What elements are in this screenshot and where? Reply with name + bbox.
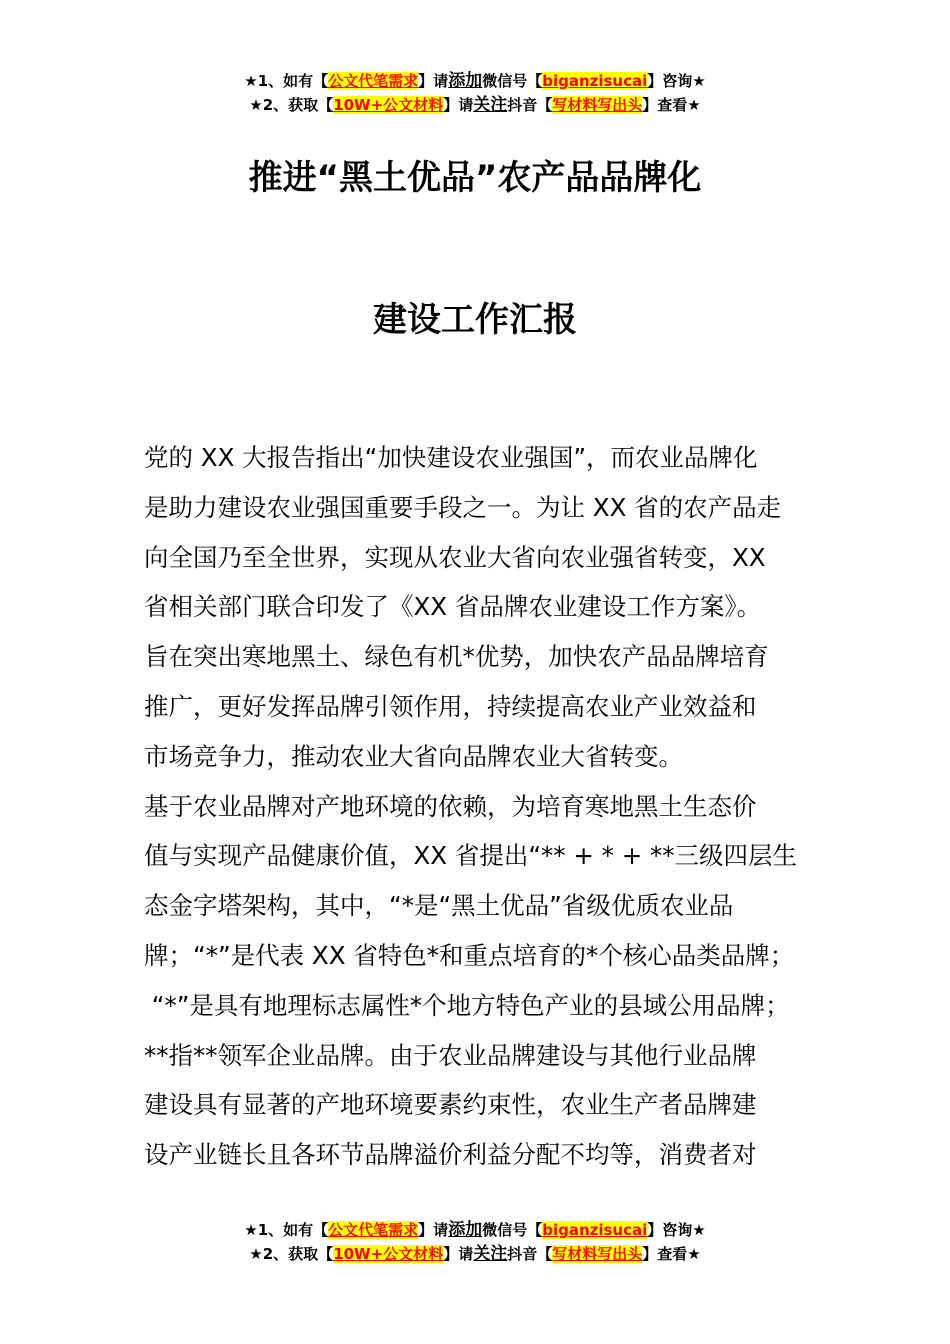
highlighted-text: biganzisucai [542,1221,648,1239]
underlined-text: 添加 [448,71,483,91]
banner-text: 】查看★ [642,96,701,114]
banner-text: 】请 [443,96,474,114]
banner-text: 微信号【 [482,1221,543,1239]
banner-text: ★1、如有【 [244,1221,329,1239]
highlighted-text: 10W+公文材料 [333,1245,444,1263]
body-line: 推广，更好发挥品牌引领作用，持续提高农业产业效益和 [144,691,757,721]
underlined-text: 关注 [473,1244,508,1264]
underlined-text: 添加 [448,1220,483,1240]
body-line: 态金字塔架构，其中，“*是“黑土优品”省级优质农业品 [144,891,734,921]
promo-line-1 [0,69,950,93]
banner-text: ★2、获取【 [249,1245,334,1263]
banner-text: 】咨询★ [647,1221,706,1239]
body-line: 旨在突出寒地黑土、绿色有机*优势，加快农产品品牌培育 [144,642,769,672]
body-line: 值与实现产品健康价值，XX 省提出“** + * + **三级四层生 [144,841,798,871]
highlighted-text: 公文代笔需求 [328,72,419,90]
banner-text: 】请 [443,1245,474,1263]
document-title-line-1: 推进“黑土优品”农产品品牌化 [248,158,702,198]
body-line: 省相关部门联合印发了《XX 省品牌农业建设工作方案》。 [144,592,762,622]
body-line: 设产业链长且各环节品牌溢价利益分配不均等，消费者对 [144,1140,757,1170]
body-line: 向全国乃至全世界，实现从农业大省向农业强省转变，XX [144,542,766,572]
banner-text: 】查看★ [642,1245,701,1263]
highlighted-text: 10W+公文材料 [333,96,444,114]
body-line: 基于农业品牌对产地环境的依赖，为培育寒地黑土生态价 [144,791,757,821]
body-line: 党的 XX 大报告指出“加快建设农业强国”，而农业品牌化 [144,443,758,472]
highlighted-text: 公文代笔需求 [328,1221,419,1239]
body-line: 是助力建设农业强国重要手段之一。为让 XX 省的农产品走 [144,492,782,522]
document-title-line-2: 建设工作汇报 [373,300,577,340]
banner-text: ★1、如有【 [244,72,329,90]
body-line: 牌；“*”是代表 XX 省特色*和重点培育的*个核心品类品牌； [144,940,795,970]
banner-text: ★2、获取【 [249,96,334,114]
underlined-text: 关注 [473,95,508,115]
body-line: **指**领军企业品牌。由于农业品牌建设与其他行业品牌 [144,1040,757,1070]
banner-text: 】请 [418,72,449,90]
promo-banner-top [0,69,950,117]
promo-line-2 [0,93,950,117]
body-line: 建设具有显著的产地环境要素约束性，农业生产者品牌建 [144,1090,757,1120]
highlighted-text: 写材料写出头 [552,96,643,114]
body-line: 市场竞争力，推动农业大省向品牌农业大省转变。 [144,741,683,771]
banner-text: 微信号【 [482,72,543,90]
banner-text: 抖音【 [507,96,553,114]
banner-text: 】咨询★ [647,72,706,90]
highlighted-text: biganzisucai [542,72,648,90]
promo-line-2 [0,1242,950,1266]
body-line: “*”是具有地理标志属性*个地方特色产业的县域公用品牌； [144,990,790,1020]
banner-text: 】请 [418,1221,449,1239]
highlighted-text: 写材料写出头 [552,1245,643,1263]
promo-banner-bottom [0,1218,950,1266]
banner-text: 抖音【 [507,1245,553,1263]
document-body [144,433,797,1180]
promo-line-1 [0,1218,950,1242]
